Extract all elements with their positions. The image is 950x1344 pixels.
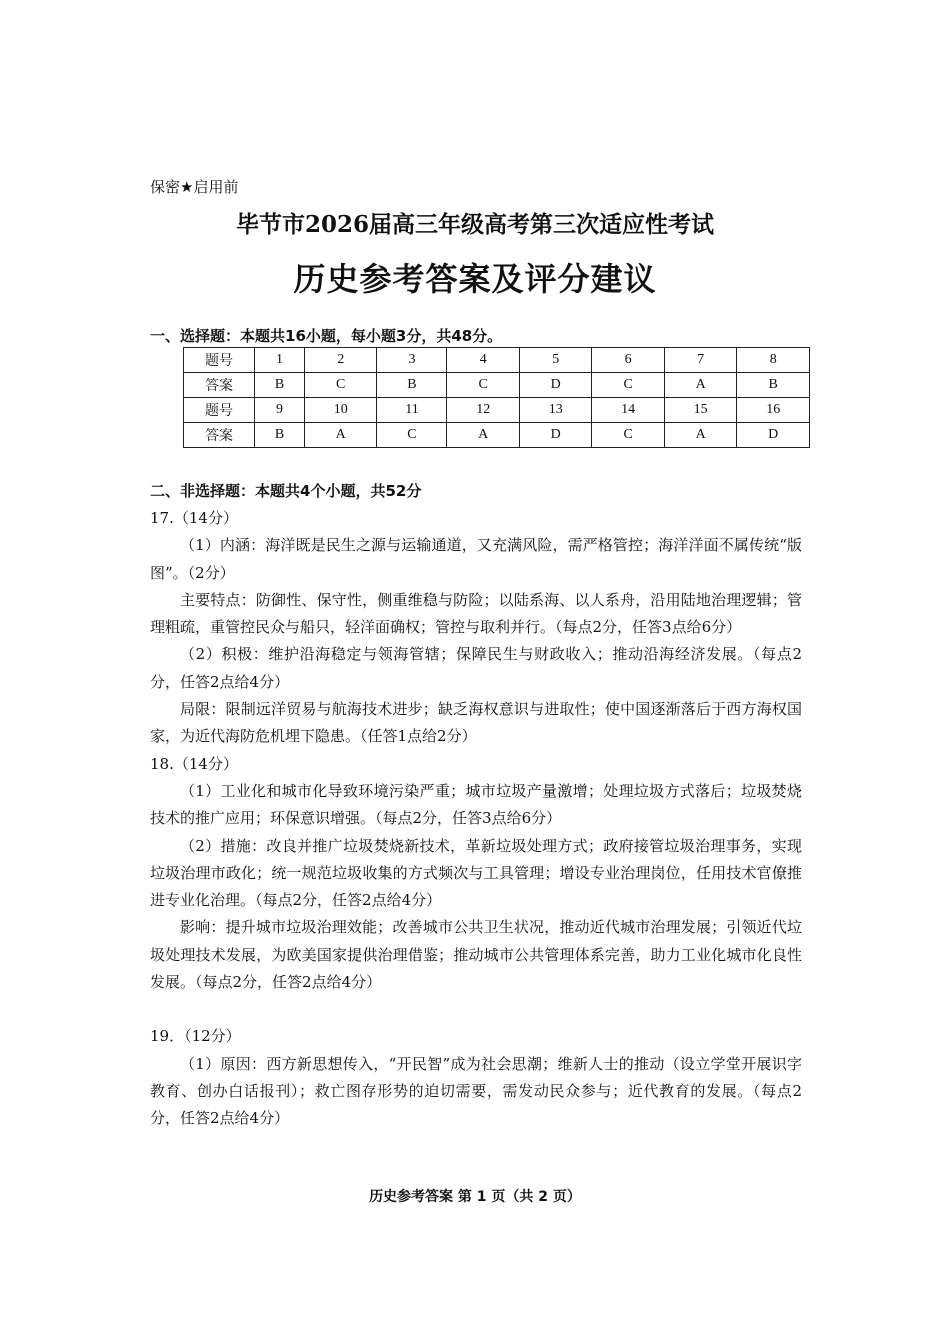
answer-content [150,505,802,1133]
question-19-title: 19．（12分） [150,1027,241,1046]
q17-part1-meaning: （1）内涵：海洋既是民生之源与运输通道，又充满风险，需严格管控；海洋洋面不属传统“版图”。（2分） [150,536,802,582]
table-cell: 9 [255,398,305,423]
question-18-title: 18.（14分） [150,754,238,773]
table-cell: 7 [664,348,736,373]
table-cell: B [377,373,447,398]
table-cell: 1 [255,348,305,373]
table-cell: C [447,373,519,398]
answer-table [183,347,810,448]
table-cell: 10 [304,398,376,423]
q17-part2-positive: （2）积极：维护沿海稳定与领海管辖；保障民生与财政收入；推动沿海经济发展。（每点2分，任答2点给4分） [150,645,802,691]
table-cell: A [447,423,519,448]
question-17-title: 17.（14分） [150,509,238,527]
page-footer: 历史参考答案 第 1 页（共 2 页） [369,1189,581,1205]
table-row [184,348,810,373]
q19-part1-reasons: （1）原因：西方新思想传入，“开民智”成为社会思潮；维新人士的推动（设立学堂开展识字教育、创办白话报刊）；救亡图存形势的迫切需要，需发动民众参与；近代教育的发展。（每点2分，任答2点给4分） [150,1054,802,1128]
table-cell: B [255,373,305,398]
row-label: 题号 [184,348,255,373]
table-cell: 11 [377,398,447,423]
table-cell: C [304,373,376,398]
table-row [184,373,810,398]
table-cell: D [519,373,591,398]
table-cell: D [737,423,810,448]
row-label: 答案 [184,373,255,398]
table-cell: C [592,423,664,448]
table-cell: A [664,373,736,398]
table-cell: 4 [447,348,519,373]
row-label: 题号 [184,398,255,423]
section1-heading: 一、选择题：本题共16小题，每小题3分，共48分。 [150,327,503,345]
exam-title: 毕节市2026届高三年级高考第三次适应性考试 [235,211,714,238]
table-cell: A [304,423,376,448]
table-cell: C [592,373,664,398]
table-cell: A [664,423,736,448]
table-cell: 6 [592,348,664,373]
q18-part2-measures: （2）措施：改良并推广垃圾焚烧新技术，革新垃圾处理方式；政府接管垃圾治理事务，实现垃圾治理市政化；统一规范垃圾收集的方式频次与工具管理；增设专业治理岗位，任用技术官僚推进专业化治理。（每点2分，任答2点给4分） [150,836,802,910]
table-cell: C [377,423,447,448]
table-cell: B [737,373,810,398]
document-title: 历史参考答案及评分建议 [293,260,657,298]
row-label: 答案 [184,423,255,448]
table-row [184,423,810,448]
table-row [184,398,810,423]
table-cell: 13 [519,398,591,423]
table-cell: 14 [592,398,664,423]
q17-limitations: 局限：限制远洋贸易与航海技术进步；缺乏海权意识与进取性；使中国逐渐落后于西方海权国家，为近代海防危机埋下隐患。（任答1点给2分） [150,700,802,746]
table-cell: 3 [377,348,447,373]
table-cell: 8 [737,348,810,373]
table-cell: 16 [737,398,810,423]
q17-main-features: 主要特点：防御性、保守性，侧重维稳与防险；以陆系海、以人系舟，沿用陆地治理逻辑；管理粗疏，重管控民众与船只，轻洋面确权；管控与取利并行。（每点2分，任答3点给6分） [150,590,802,637]
table-cell: 5 [519,348,591,373]
confidential-label: 保密★启用前 [150,178,239,196]
spacer [150,996,802,1023]
q18-part1: （1）工业化和城市化导致环境污染严重；城市垃圾产量激增；处理垃圾方式落后；垃圾焚烧技术的推广应用；环保意识增强。（每点2分，任答3点给6分） [150,781,802,828]
table-cell: 2 [304,348,376,373]
table-cell: 12 [447,398,519,423]
table-cell: D [519,423,591,448]
q18-impact: 影响：提升城市垃圾治理效能；改善城市公共卫生状况，推动近代城市治理发展；引领近代垃圾处理技术发展，为欧美国家提供治理借鉴；推动城市公共管理体系完善，助力工业化城市化良性发展。（每点2分，任答2点给4分） [150,918,802,992]
table-cell: 15 [664,398,736,423]
section2-heading: 二、非选择题：本题共4个小题，共52分 [150,482,422,500]
table-cell: B [255,423,305,448]
